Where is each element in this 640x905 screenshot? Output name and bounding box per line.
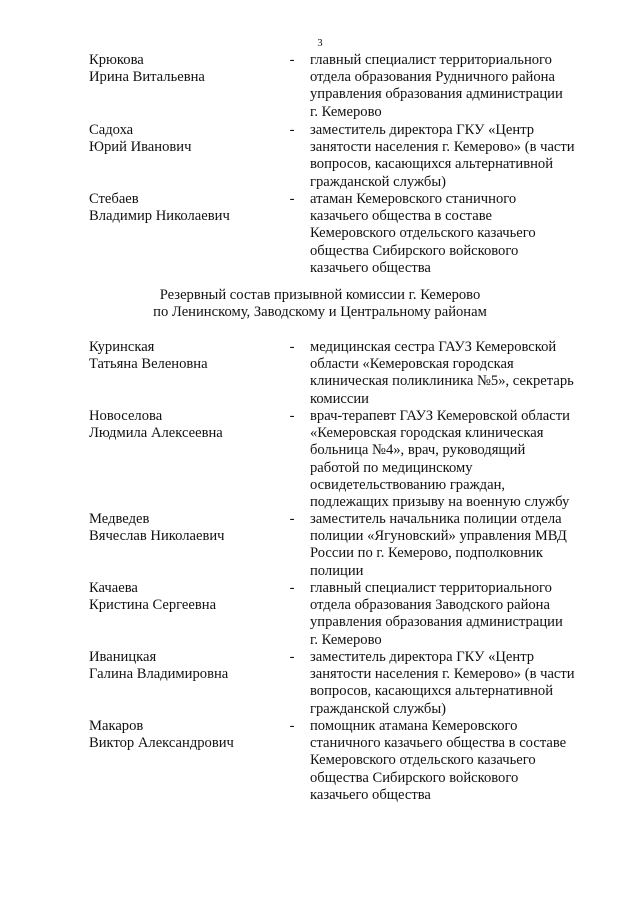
position-line: отдела образования Рудничного района [310, 69, 555, 86]
member-name [89, 408, 279, 442]
position-line: заместитель директора ГКУ «Центр [310, 122, 535, 138]
position-line: Кемеровского отдельского казачьего [310, 225, 536, 242]
position-line: занятости населения г. Кемерово» (в части [310, 666, 575, 683]
member-position [310, 191, 610, 277]
position-line: главный специалист территориального [310, 52, 552, 68]
member-surname: Садоха [89, 122, 134, 138]
member-position [310, 649, 610, 718]
member-name [89, 718, 279, 752]
member-name [89, 191, 279, 225]
member-given-names: Виктор Александрович [89, 735, 234, 752]
member-given-names: Владимир Николаевич [89, 208, 230, 225]
dash-separator: - [289, 191, 295, 207]
member-surname: Крюкова [89, 52, 144, 68]
position-line: общества Сибирского войскового [310, 769, 519, 786]
position-line: полиции «Ягуновский» управления МВД [310, 528, 567, 545]
position-line: области «Кемеровская городская [310, 356, 514, 373]
dash-separator: - [289, 52, 295, 68]
position-line: заместитель начальника полиции отдела [310, 511, 562, 527]
member-surname: Новоселова [89, 408, 163, 424]
member-position [310, 339, 610, 408]
position-line: России по г. Кемерово, подполковник [310, 545, 543, 562]
position-line: гражданской службы) [310, 173, 446, 190]
position-line: полиции [310, 562, 364, 579]
dash-separator: - [289, 511, 295, 527]
position-line: общества Сибирского войскового [310, 242, 519, 259]
member-name [89, 580, 279, 614]
position-line: управления образования администрации [310, 614, 563, 631]
position-line: клиническая поликлиника №5», секретарь [310, 373, 574, 390]
dash-separator: - [289, 649, 295, 665]
position-line: г. Кемерово [310, 103, 382, 120]
member-position [310, 580, 610, 649]
position-line: заместитель директора ГКУ «Центр [310, 649, 535, 665]
member-position [310, 408, 610, 511]
member-position [310, 718, 610, 804]
member-given-names: Ирина Витальевна [89, 69, 205, 86]
dash-separator: - [289, 339, 295, 355]
position-line: станичного казачьего общества в составе [310, 735, 567, 752]
member-name [89, 511, 279, 545]
position-line: атаман Кемеровского станичного [310, 191, 517, 207]
section-heading-line: по Ленинскому, Заводскому и Центральному районам [153, 304, 487, 321]
member-name [89, 122, 279, 156]
section-heading [0, 287, 640, 321]
position-line: больница №4», врач, руководящий [310, 442, 526, 459]
member-given-names: Галина Владимировна [89, 666, 229, 683]
position-line: Кемеровского отдельского казачьего [310, 752, 536, 769]
position-line: казачьего общества [310, 259, 431, 276]
position-line: управления образования администрации [310, 86, 563, 103]
section-heading-line: Резервный состав призывной комиссии г. Кемерово [159, 287, 481, 303]
position-line: работой по медицинскому [310, 459, 473, 476]
position-line: г. Кемерово [310, 631, 382, 648]
position-line: врач-терапевт ГАУЗ Кемеровской области [310, 408, 570, 424]
member-given-names: Вячеслав Николаевич [89, 528, 225, 545]
dash-separator: - [289, 718, 295, 734]
member-surname: Качаева [89, 580, 138, 596]
member-name [89, 649, 279, 683]
position-line: вопросов, касающихся альтернативной [310, 683, 554, 700]
position-line: комиссии [310, 390, 369, 407]
position-line: казачьего общества в составе [310, 208, 492, 225]
position-line: гражданской службы) [310, 700, 446, 717]
member-surname: Макаров [89, 718, 144, 734]
position-line: медицинская сестра ГАУЗ Кемеровской [310, 339, 557, 355]
member-name [89, 339, 279, 373]
member-name [89, 52, 279, 86]
dash-separator: - [289, 408, 295, 424]
dash-separator: - [289, 580, 295, 596]
member-given-names: Кристина Сергеевна [89, 597, 217, 614]
member-surname: Куринская [89, 339, 155, 355]
member-given-names: Людмила Алексеевна [89, 425, 223, 442]
position-line: «Кемеровская городская клиническая [310, 425, 544, 442]
page-number: 3 [317, 38, 323, 49]
position-line: занятости населения г. Кемерово» (в части [310, 139, 575, 156]
member-surname: Иваницкая [89, 649, 157, 665]
member-given-names: Татьяна Веленовна [89, 356, 208, 373]
member-given-names: Юрий Иванович [89, 139, 192, 156]
member-position [310, 511, 610, 580]
member-surname: Медведев [89, 511, 150, 527]
position-line: помощник атамана Кемеровского [310, 718, 518, 734]
position-line: казачьего общества [310, 786, 431, 803]
position-line: вопросов, касающихся альтернативной [310, 156, 554, 173]
dash-separator: - [289, 122, 295, 138]
member-surname: Стебаев [89, 191, 139, 207]
position-line: освидетельствованию граждан, [310, 476, 506, 493]
position-line: главный специалист территориального [310, 580, 552, 596]
member-position [310, 52, 610, 121]
member-position [310, 122, 610, 191]
position-line: подлежащих призыву на военную службу [310, 493, 570, 510]
position-line: отдела образования Заводского района [310, 597, 550, 614]
